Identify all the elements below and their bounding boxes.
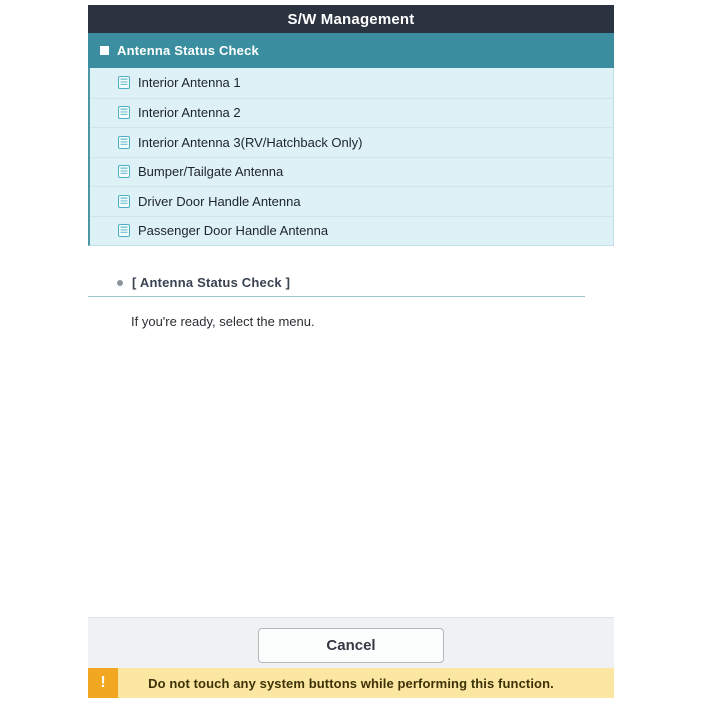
antenna-menu-list: [88, 68, 614, 246]
menu-item-label: Interior Antenna 1: [138, 75, 241, 91]
document-icon: [118, 136, 130, 149]
warning-exclamation-icon: !: [88, 668, 118, 698]
detail-title: [ Antenna Status Check ]: [132, 275, 291, 290]
menu-item-interior-antenna-3[interactable]: [90, 127, 613, 157]
app-header: [88, 5, 614, 33]
detail-title-divider: [88, 296, 585, 297]
detail-instruction-text: If you're ready, select the menu.: [131, 314, 315, 329]
document-icon: [118, 165, 130, 178]
page-title: S/W Management: [287, 10, 415, 28]
menu-item-driver-door-handle-antenna[interactable]: [90, 186, 613, 216]
footer-action-bar: [88, 617, 614, 668]
menu-section-header: [88, 33, 614, 68]
bullet-dot-icon: [117, 280, 123, 286]
cancel-button[interactable]: Cancel: [258, 628, 444, 663]
document-icon: [118, 195, 130, 208]
warning-message: Do not touch any system buttons while performing this function.: [148, 675, 554, 691]
menu-section-label: Antenna Status Check: [117, 43, 259, 58]
menu-item-interior-antenna-2[interactable]: [90, 98, 613, 128]
content-column: [88, 0, 614, 704]
square-bullet-icon: [100, 46, 109, 55]
detail-section-header: [88, 275, 614, 290]
document-icon: [118, 224, 130, 237]
menu-item-label: Bumper/Tailgate Antenna: [138, 164, 284, 180]
menu-item-label: Driver Door Handle Antenna: [138, 193, 301, 209]
menu-item-bumper-tailgate-antenna[interactable]: [90, 157, 613, 187]
warning-text-wrap: [88, 668, 614, 698]
menu-item-label: Passenger Door Handle Antenna: [138, 223, 329, 239]
menu-item-label: Interior Antenna 3(RV/Hatchback Only): [138, 134, 363, 150]
menu-item-interior-antenna-1[interactable]: [90, 68, 613, 98]
menu-item-passenger-door-handle-antenna[interactable]: [90, 216, 613, 246]
document-icon: [118, 106, 130, 119]
document-icon: [118, 76, 130, 89]
menu-item-label: Interior Antenna 2: [138, 105, 241, 121]
warning-banner: [88, 668, 614, 698]
